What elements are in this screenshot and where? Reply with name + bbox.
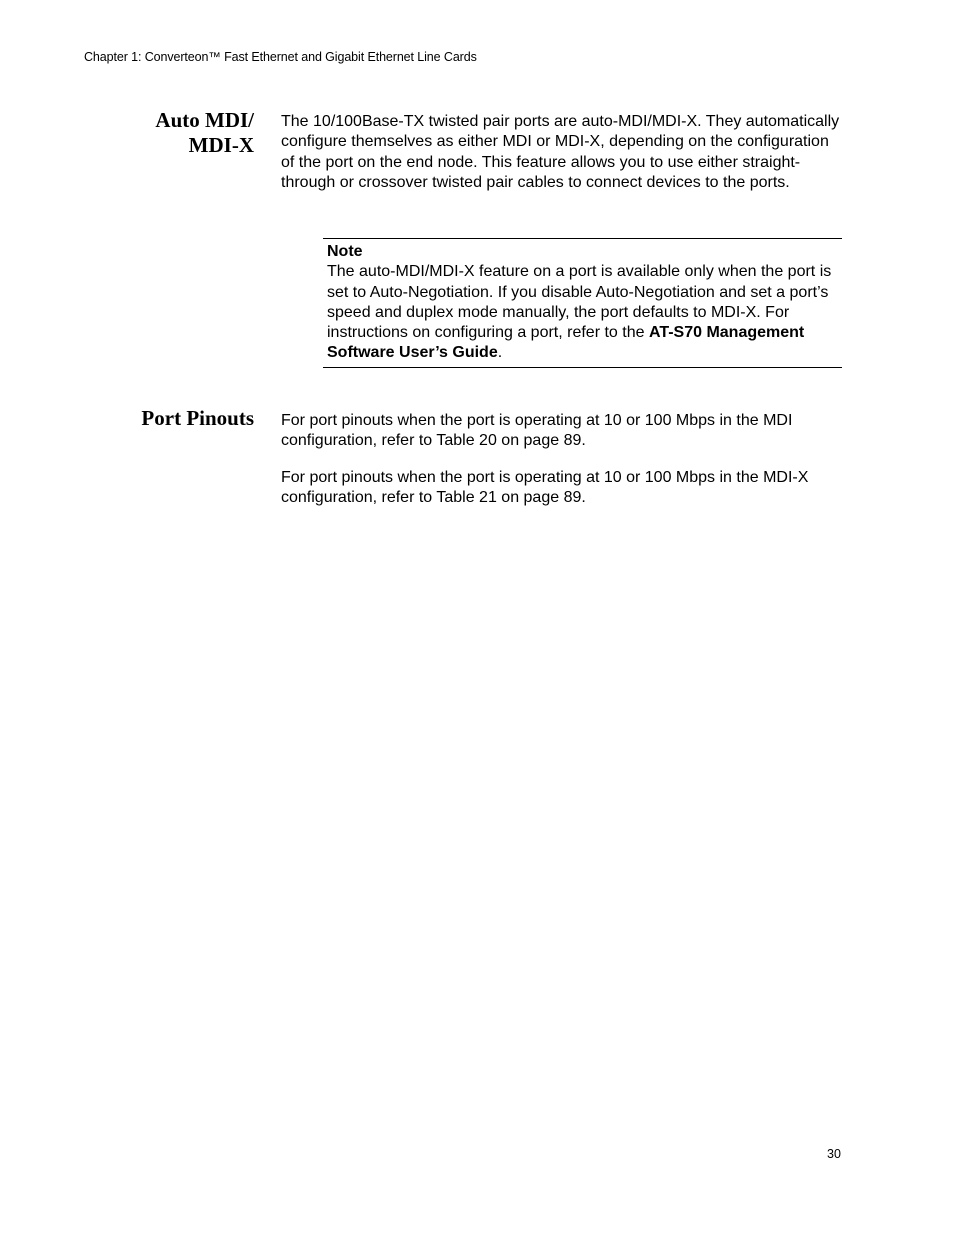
note-text-bold-reference: AT-S70 Management Software User’s Guide [327,324,805,362]
heading-line-1: Auto MDI/ [155,108,254,132]
note-text-regular: The auto-MDI/MDI-X feature on a port is available only when the port is set to Auto-Negotiation. If you disable Auto-Negotiation and set a port’s speed and duplex mode manually, the port defaults to MDI-X. For instructions on configuring a port, refer to the [327,263,832,342]
heading-line-2: MDI-X [188,133,254,157]
note-title: Note [327,243,363,260]
running-header: Chapter 1: Converteon™ Fast Ethernet and Gigabit Ethernet Line Cards [84,50,477,64]
section-heading-port-pinouts: Port Pinouts [141,406,254,430]
note-text-end: . [497,344,503,362]
note-box [323,238,842,368]
page-number: 30 [827,1147,841,1161]
paragraph: For port pinouts when the port is operating at 10 or 100 Mbps in the MDI configuration, refer to Table 20 on page 89. [281,412,793,450]
section-body-port-pinouts [281,411,846,508]
note-text [327,262,842,363]
section-heading-auto-mdi [74,108,254,158]
section-body-auto-mdi [281,112,846,193]
paragraph: For port pinouts when the port is operating at 10 or 100 Mbps in the MDI-X configuration, refer to Table 21 on page 89. [281,468,809,506]
paragraph: The 10/100Base-TX twisted pair ports are auto-MDI/MDI-X. They automatically configure themselves as either MDI or MDI-X, depending on the configuration of the port on the end node. This feature allows you to use either straight-through or crossover twisted pair cables to connect devices to the ports. [281,113,840,191]
